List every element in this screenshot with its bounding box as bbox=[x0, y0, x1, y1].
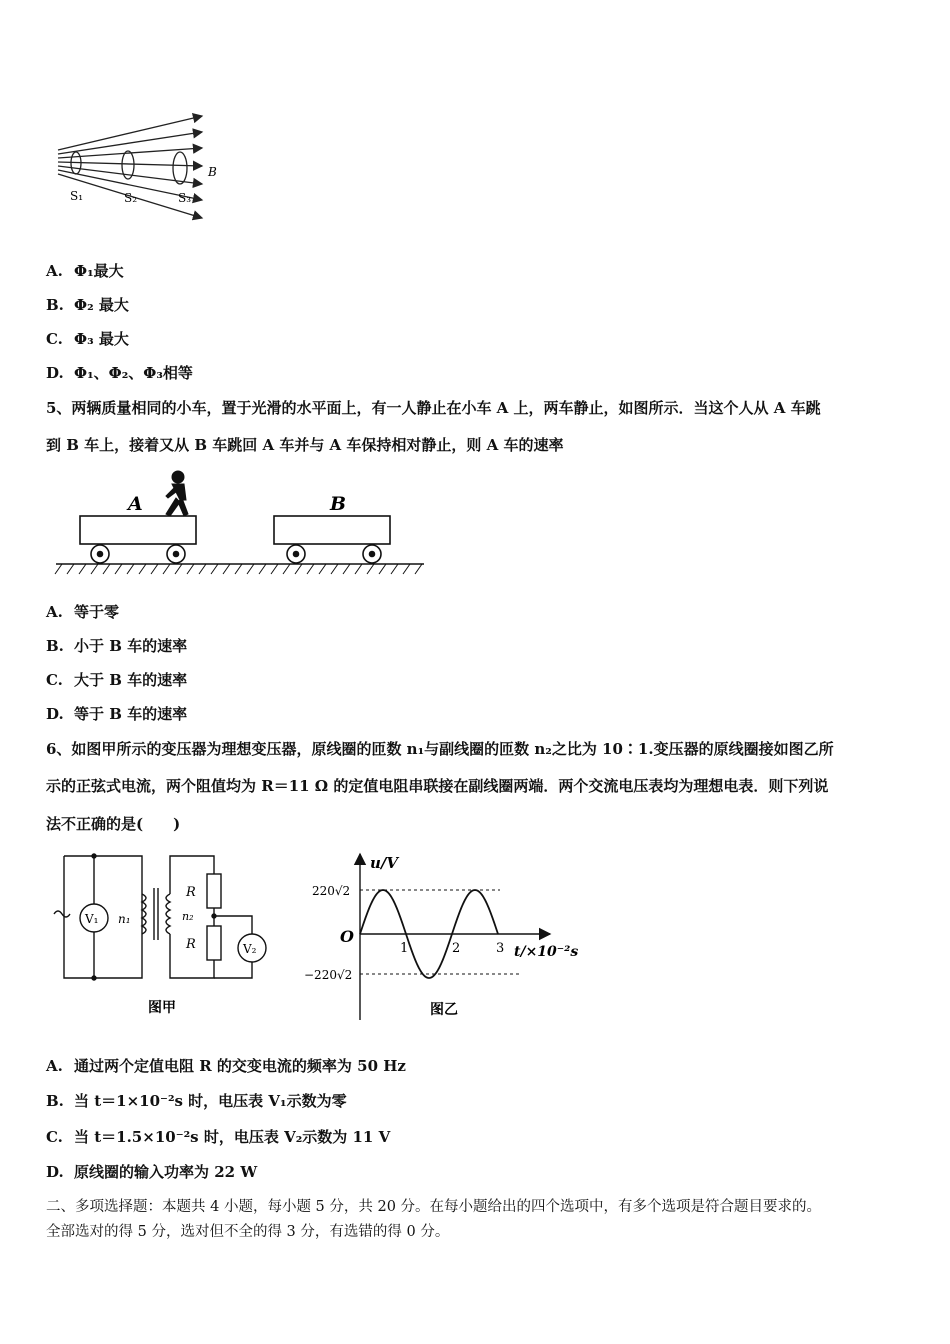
q4-option-c[interactable]: C. Φ₃ 最大 bbox=[46, 330, 129, 348]
q4-option-b[interactable]: B. Φ₂ 最大 bbox=[46, 296, 129, 314]
q5-option-c[interactable]: C. 大于 B 车的速率 bbox=[46, 671, 188, 689]
loop-label-s1: S₁ bbox=[70, 189, 84, 203]
field-lines-figure bbox=[52, 108, 222, 228]
coil-n2-label: n₂ bbox=[182, 910, 194, 923]
transformer-circuit-figure bbox=[50, 846, 286, 1022]
q6-option-c[interactable]: C. 当 t＝1.5×10⁻²s 时，电压表 V₂示数为 11 V bbox=[46, 1128, 391, 1146]
cart-label-a: A bbox=[128, 493, 143, 515]
voltage-sine-chart bbox=[300, 846, 600, 1022]
x-tick-2: 2 bbox=[452, 941, 461, 956]
q5-option-a[interactable]: A. 等于零 bbox=[46, 603, 120, 621]
voltmeter-v1-label: V₁ bbox=[85, 912, 99, 926]
loop-label-s3: S₃ bbox=[178, 191, 192, 205]
y-axis-label: u/V bbox=[370, 854, 399, 872]
section2-line2: 全部选对的得 5 分，选对但不全的得 3 分，有选错的得 0 分。 bbox=[46, 1224, 450, 1240]
person-icon bbox=[166, 471, 188, 516]
resistor-top-label: R bbox=[186, 885, 196, 900]
q6-stem-line3: 法不正确的是( ) bbox=[46, 815, 181, 833]
fig-a-caption: 图甲 bbox=[148, 1000, 176, 1016]
x-axis-label: t/×10⁻²s bbox=[514, 944, 579, 960]
ymax-label: 220√2 bbox=[312, 884, 351, 898]
cart-label-b: B bbox=[330, 493, 347, 515]
q4-option-a[interactable]: A. Φ₁最大 bbox=[46, 262, 124, 280]
origin-label: O bbox=[340, 927, 354, 946]
field-label-b: B bbox=[208, 165, 217, 179]
carts-figure bbox=[52, 462, 430, 582]
q4-option-d[interactable]: D. Φ₁、Φ₂、Φ₃相等 bbox=[46, 364, 193, 382]
ymin-label: −220√2 bbox=[304, 968, 353, 982]
voltmeter-v2-label: V₂ bbox=[243, 942, 257, 956]
q5-option-b[interactable]: B. 小于 B 车的速率 bbox=[46, 637, 188, 655]
q6-option-b[interactable]: B. 当 t＝1×10⁻²s 时，电压表 V₁示数为零 bbox=[46, 1092, 347, 1110]
q5-stem-line1: 5、两辆质量相同的小车，置于光滑的水平面上，有一人静止在小车 A 上，两车静止，如图所示．当这个人从 A 车跳 bbox=[46, 399, 821, 417]
resistor-bottom-label: R bbox=[186, 937, 196, 952]
q6-option-a[interactable]: A. 通过两个定值电阻 R 的交变电流的频率为 50 Hz bbox=[46, 1057, 406, 1075]
q5-stem-line2: 到 B 车上，接着又从 B 车跳回 A 车并与 A 车保持相对静止，则 A 车的速率 bbox=[46, 436, 564, 454]
section2-line1: 二、多项选择题：本题共 4 小题，每小题 5 分，共 20 分。在每小题给出的四个选项中，有多个选项是符合题目要求的。 bbox=[46, 1199, 822, 1215]
q6-option-d[interactable]: D. 原线圈的输入功率为 22 W bbox=[46, 1163, 258, 1181]
q6-stem-line2: 示的正弦式电流，两个阻值均为 R＝11 Ω 的定值电阻串联接在副线圈两端．两个交流电压表均为理想电表．则下列说 bbox=[46, 777, 829, 795]
q6-stem-line1: 6、如图甲所示的变压器为理想变压器，原线圈的匝数 n₁与副线圈的匝数 n₂之比为 10∶1.变压器的原线圈接如图乙所 bbox=[46, 740, 834, 758]
fig-b-caption: 图乙 bbox=[430, 1002, 458, 1018]
x-tick-1: 1 bbox=[400, 941, 409, 956]
loop-label-s2: S₂ bbox=[124, 191, 138, 205]
x-tick-3: 3 bbox=[496, 941, 505, 956]
q5-option-d[interactable]: D. 等于 B 车的速率 bbox=[46, 705, 188, 723]
coil-n1-label: n₁ bbox=[118, 912, 131, 926]
